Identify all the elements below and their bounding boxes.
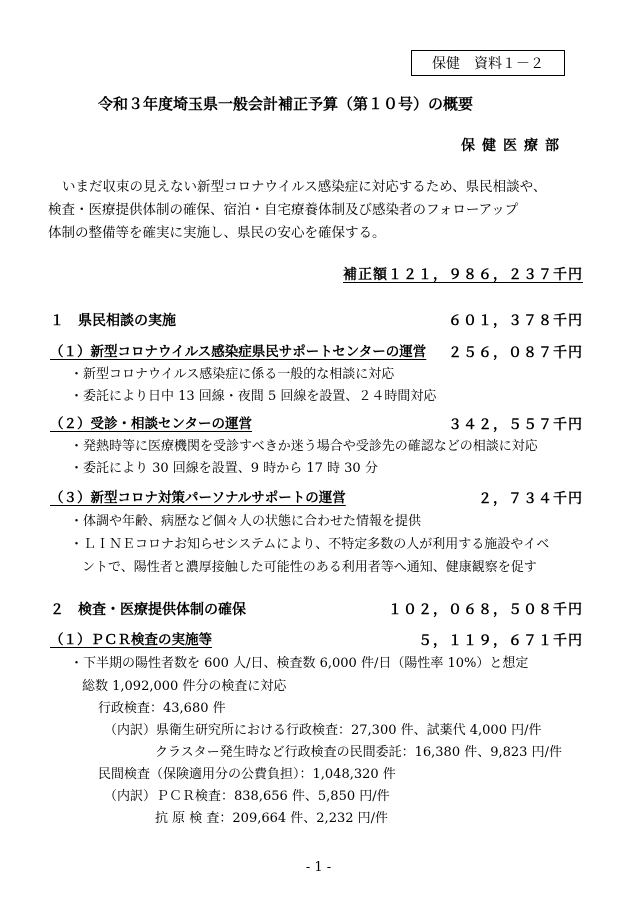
intro-line-3: 体制の整備等を確実に実施し、県民の安心を確保する。 xyxy=(48,225,386,241)
section-1-amount: ６０１，３７８千円 xyxy=(448,313,583,329)
item-1-2-amount: ３４２，５５７千円 xyxy=(448,417,583,433)
intro-line-2: 検査・医療提供体制の確保、宿泊・自宅療養体制及び感染者のフォローアップ xyxy=(48,202,519,218)
section-1-heading: １ 県民相談の実施 xyxy=(50,313,176,329)
item-1-3-bullet-1: ・体調や年齢、病歴など個々人の状態に合わせた情報を提供 xyxy=(70,514,422,529)
item-1-1-amount: ２５６，０８７千円 xyxy=(448,345,583,361)
pcr-line-2: 総数 1,092,000 件分の検査に対応 xyxy=(82,679,287,694)
pcr-line-6: 民間検査（保険適用分の公費負担）：1,048,320 件 xyxy=(98,767,396,782)
pcr-line-5: クラスター発生時など行政検査の民間委託：16,380 件、9,823 円/件 xyxy=(155,745,562,760)
intro-line-1: いまだ収束の見えない新型コロナウイルス感染症に対応するため、県民相談や、 xyxy=(62,179,547,195)
department-name: 保健医療部 xyxy=(461,138,566,154)
item-1-1-bullet-1: ・新型コロナウイルス感染症に係る一般的な相談に対応 xyxy=(70,367,395,382)
item-1-3-heading: （３）新型コロナ対策パーソナルサポートの運営 xyxy=(50,490,346,506)
document-label: 保健 資料１－２ xyxy=(432,56,544,72)
item-1-3-bullet-2-cont: ントで、陽性者と濃厚接触した可能性のある利用者等へ通知、健康観察を促す xyxy=(82,560,537,575)
item-1-1-bullet-2: ・委託により日中 13 回線・夜間 5 回線を設置、２４時間対応 xyxy=(70,389,437,404)
document-label-box xyxy=(411,50,565,76)
pcr-line-8: 抗 原 検 査：209,664 件、2,232 円/件 xyxy=(155,811,389,826)
page-number: - 1 - xyxy=(305,860,332,875)
item-1-1-heading: （１）新型コロナウイルス感染症県民サポートセンターの運営 xyxy=(50,344,427,360)
pcr-line-4: （内訳）県衛生研究所における行政検査：27,300 件、試薬代 4,000 円/件 xyxy=(104,723,542,738)
pcr-line-7: （内訳）ＰＣＲ検査：838,656 件、5,850 円/件 xyxy=(104,789,390,804)
item-1-2-heading: （２）受診・相談センターの運営 xyxy=(50,416,252,432)
section-2-heading: ２ 検査・医療提供体制の確保 xyxy=(50,602,246,618)
section-2-amount: １０２，０６８，５０８千円 xyxy=(388,602,583,618)
total-amount: 補正額１２１，９８６，２３７千円 xyxy=(343,267,583,283)
item-1-2-bullet-2: ・委託により 30 回線を設置、9 時から 17 時 30 分 xyxy=(70,461,378,476)
item-1-3-amount: ２，７３４千円 xyxy=(478,491,583,507)
pcr-line-3: 行政検査：43,680 件 xyxy=(98,701,226,716)
document-title: 令和３年度埼玉県一般会計補正予算（第１０号）の概要 xyxy=(98,95,474,113)
item-1-2-bullet-1: ・発熱時等に医療機関を受診すべきか迷う場合や受診先の確認などの相談に対応 xyxy=(70,439,538,454)
item-2-1-heading: （１）ＰＣＲ検査の実施等 xyxy=(50,632,212,648)
pcr-line-1: ・下半期の陽性者数を 600 人/日、検査数 6,000 件/日（陽性率 10%）と想定 xyxy=(70,656,529,671)
item-1-3-bullet-2: ・ＬＩＮＥコロナお知らせシステムにより、不特定多数の人が利用する施設やイベ xyxy=(70,537,550,552)
item-2-1-amount: ５，１１９，６７１千円 xyxy=(418,633,583,649)
